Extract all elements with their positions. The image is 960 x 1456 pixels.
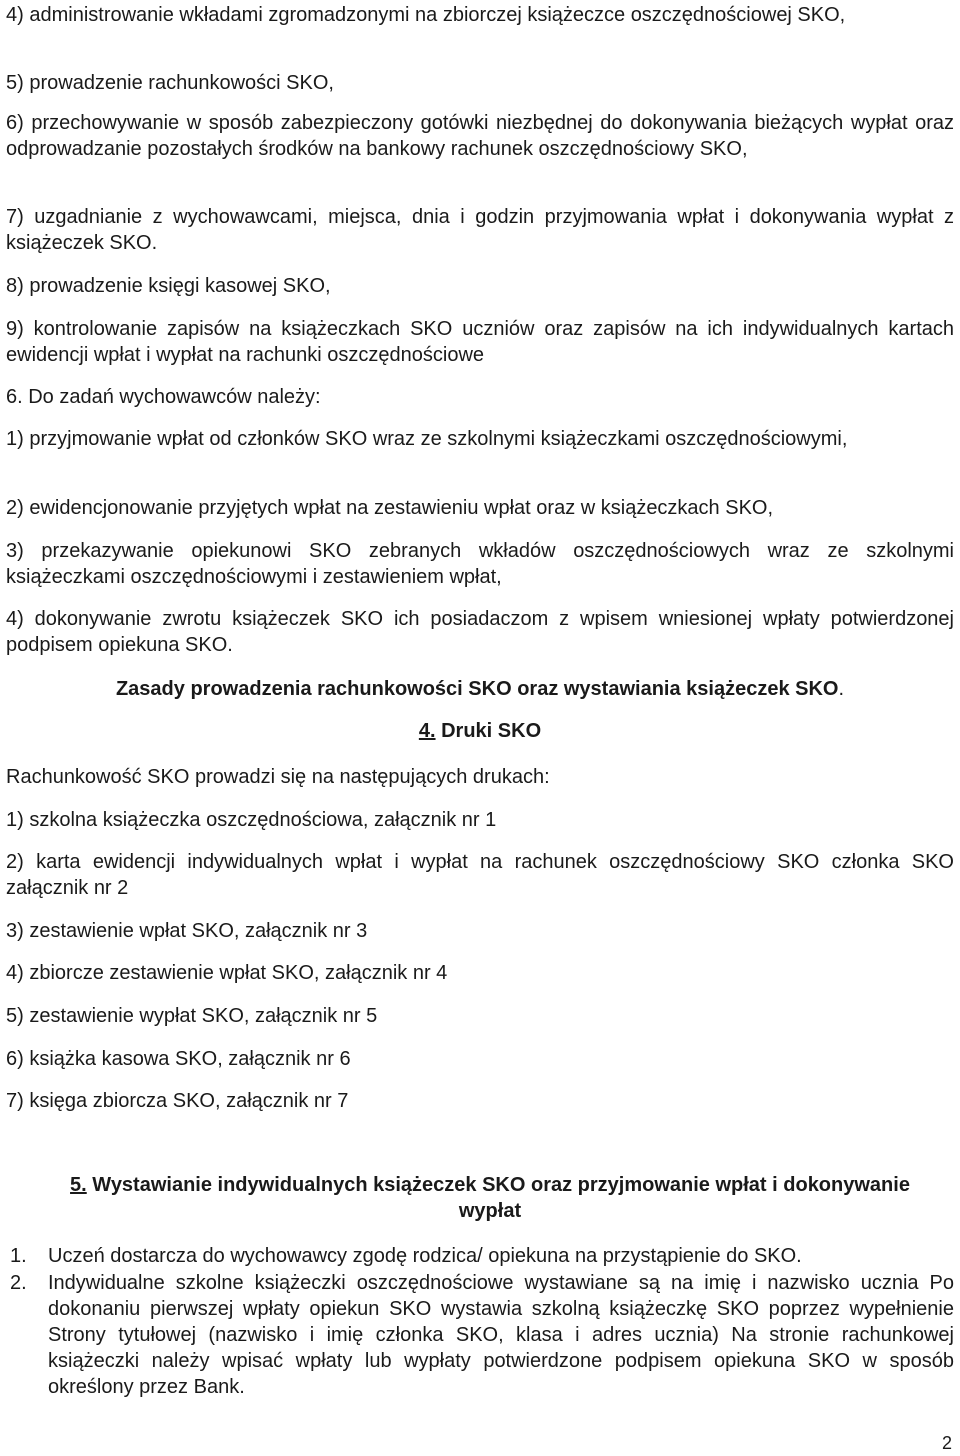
druk-item-1: 1) szkolna książeczka oszczędnościowa, załącznik nr 1 xyxy=(6,809,497,831)
druk-item-3: 3) zestawienie wpłat SKO, załącznik nr 3 xyxy=(6,920,368,942)
duty-item-1: 1) przyjmowanie wpłat od członków SKO wraz ze szkolnymi książeczkami oszczędnościowymi, xyxy=(6,428,848,450)
page-number: 2 xyxy=(941,1433,952,1453)
druki-intro: Rachunkowość SKO prowadzi się na następujących drukach: xyxy=(6,766,550,788)
list-item-text: Indywidualne szkolne książeczki oszczędnościowe wystawiane są na imię i nazwisko ucznia Po dokonaniu pierwszej wpłaty opiekun SKO wystawia szkolną książeczkę SKO poprzez wypełnienie Strony tytułowej (nazwisko i imię członka SKO, klasa i adres ucznia) Na stronie rachunkowej książeczki należy wpisać wpłaty lub wypłaty potwierdzone podpisem opiekuna SKO w sposób określony przez Bank. xyxy=(48,1272,954,1398)
paragraph-item-6: 6) przechowywanie w sposób zabezpieczony gotówki niezbędnej do dokonywania bieżących wypłat oraz odprowadzanie pozostałych środków na bankowy rachunek oszczędnościowy SKO, xyxy=(6,112,954,160)
paragraph-item-7: 7) uzgadnianie z wychowawcami, miejsca, dnia i godzin przyjmowania wpłat i dokonywania wypłat z książeczek SKO. xyxy=(6,206,954,254)
list-item-number: 1. xyxy=(10,1245,27,1267)
section-4-heading xyxy=(0,718,960,744)
druk-item-4: 4) zbiorcze zestawienie wpłat SKO, załącznik nr 4 xyxy=(6,962,448,984)
list-item xyxy=(6,1270,954,1400)
druk-item-2: 2) karta ewidencji indywidualnych wpłat i wypłat na rachunek oszczędnościowy SKO członka SKO załącznik nr 2 xyxy=(6,851,954,899)
list-item-number: 2. xyxy=(10,1272,27,1294)
paragraph-item-9: 9) kontrolowanie zapisów na książeczkach SKO uczniów oraz zapisów na ich indywidualnych kartach ewidencji wpłat i wypłat na rachunki oszczędnościowe xyxy=(6,318,954,366)
list-item-text: Uczeń dostarcza do wychowawcy zgodę rodzica/ opiekuna na przystąpienie do SKO. xyxy=(48,1245,802,1267)
rules-heading xyxy=(0,676,960,702)
section-5-heading xyxy=(60,1172,920,1224)
section-4-title: Druki SKO xyxy=(441,720,542,742)
druk-item-5: 5) zestawienie wypłat SKO, załącznik nr 5 xyxy=(6,1005,378,1027)
paragraph-item-8: 8) prowadzenie księgi kasowej SKO, xyxy=(6,275,331,297)
rules-heading-text: Zasady prowadzenia rachunkowości SKO oraz wystawiania książeczek SKO xyxy=(115,678,839,700)
section-5-title: Wystawianie indywidualnych książeczek SKO oraz przyjmowanie wpłat i dokonywanie wypłat xyxy=(92,1174,910,1222)
section-6-heading: 6. Do zadań wychowawców należy: xyxy=(6,386,321,408)
section-5-number: 5. xyxy=(70,1174,87,1196)
duty-item-3: 3) przekazywanie opiekunowi SKO zebranych wkładów oszczędnościowych wraz ze szkolnymi książeczkami oszczędnościowymi i zestawieniem wpłat, xyxy=(6,540,954,588)
paragraph-item-4: 4) administrowanie wkładami zgromadzonymi na zbiorczej książeczce oszczędnościowej SKO, xyxy=(6,4,846,26)
list-item xyxy=(6,1243,954,1269)
druk-item-6: 6) książka kasowa SKO, załącznik nr 6 xyxy=(6,1048,351,1070)
druk-item-7: 7) księga zbiorcza SKO, załącznik nr 7 xyxy=(6,1090,349,1112)
duty-item-2: 2) ewidencjonowanie przyjętych wpłat na zestawieniu wpłat oraz w książeczkach SKO, xyxy=(6,497,774,519)
rules-heading-period: . xyxy=(838,678,845,700)
paragraph-item-5: 5) prowadzenie rachunkowości SKO, xyxy=(6,72,334,94)
section-4-number: 4. xyxy=(418,720,436,742)
duty-item-4: 4) dokonywanie zwrotu książeczek SKO ich posiadaczom z wpisem wniesionej wpłaty potwierdzonej podpisem opiekuna SKO. xyxy=(6,608,954,656)
